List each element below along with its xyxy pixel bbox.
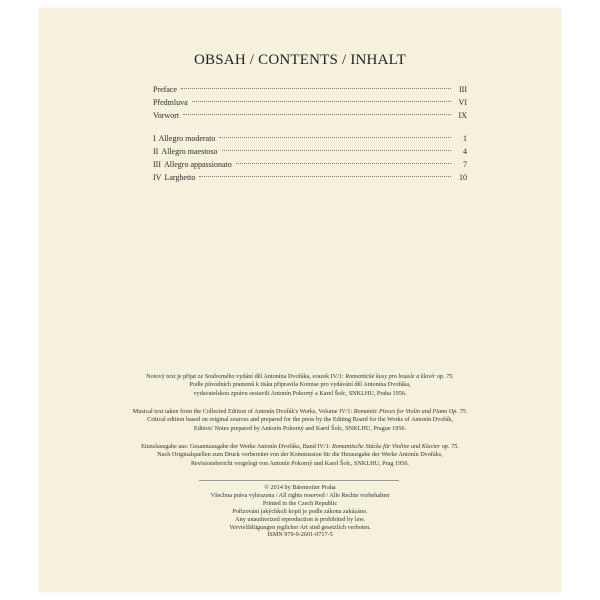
toc-entry-number: IV [153, 173, 162, 182]
toc-entry-number: II [153, 147, 159, 156]
document-page [39, 8, 561, 592]
dot-leader [199, 176, 451, 177]
toc-entry-page: 4 [463, 147, 467, 156]
toc-entry [153, 171, 467, 184]
dot-leader [183, 114, 451, 115]
copyright-line: Any unauthorized reproduction is prohibited by law. [235, 515, 365, 523]
copyright-line: © 2014 by Bärenreiter Praha [264, 484, 336, 491]
toc-entry-page: 1 [463, 134, 467, 143]
toc-entry-label: Allegro maestoso [161, 147, 218, 156]
copyright-line: Vervielfältigungen jeglicher Art sind gesetzlich verboten. [229, 523, 371, 531]
source-note-english [99, 408, 501, 433]
toc-entry-page: IX [458, 111, 467, 120]
note-line: Revisionsbericht vorgelegt von Antonín Pokorný und Karel Šolc, SNKLHU, Prag 1956. [191, 459, 409, 467]
toc-entry [153, 158, 467, 171]
toc-entry [153, 96, 467, 109]
dot-leader [219, 137, 451, 138]
source-note-german [99, 443, 501, 468]
toc-entry-label: Allegro appassionato [164, 160, 232, 169]
note-line: Podle původních pramenů k tisku připravila Komise pro vydávání děl Antonína Dvořáka, [189, 381, 411, 389]
toc-entry-label: Larghetto [164, 173, 196, 182]
note-line: Critical edition based on original sources and prepared for the press by the Editing Board for the Works of Antonín Dvořák, [147, 416, 453, 424]
toc-entry-number: III [153, 160, 161, 169]
note-line: Nach Originalquellen zum Druck vorbereitet von der Kommission für die Herausgabe der Werke Antonín Dvořáks, [157, 451, 443, 459]
toc-entry [153, 83, 467, 96]
divider [199, 480, 399, 481]
note-line [99, 373, 501, 381]
toc-entry-page: 10 [459, 173, 467, 182]
note-text: Einzelausgabe aus: Gesamtausgabe der Werke Antonín Dvořáks, Band IV/1: [141, 443, 332, 450]
note-line [99, 443, 501, 451]
toc-entry [153, 132, 467, 145]
dot-leader [236, 163, 451, 164]
page-title: OBSAH / CONTENTS / INHALT [194, 52, 406, 68]
note-work-title: Romantické kusy pro housle a klavír op. 75. [345, 373, 454, 380]
copyright-line: Všechna práva vyhrazena / All rights reserved / Alle Rechte vorbehalten [210, 491, 390, 499]
dot-leader [192, 101, 451, 102]
toc-entry-page: III [459, 85, 467, 94]
toc-entry-page: 7 [463, 160, 467, 169]
isbn-line: ISMN 979-0-2601-0717-5 [267, 531, 333, 539]
toc-entry-number: I [153, 134, 156, 143]
dot-leader [222, 150, 451, 151]
toc-entry [153, 109, 467, 122]
note-work-title: Romantische Stücke für Violine und Klavier op. 75. [331, 443, 459, 450]
note-line: Editors' Notes prepared by Antonín Pokorný and Karel Šolc, SNKLHU, Prague 1956. [193, 424, 407, 432]
note-text: Notový text je přijat ze Souborného vydání děl Antonína Dvořáka, svazek IV/1: [146, 373, 346, 380]
toc-entry [153, 145, 467, 158]
copyright-block [99, 484, 501, 539]
toc-prefaces [153, 83, 467, 122]
toc-entry-label: Allegro moderato [158, 134, 216, 143]
source-note-czech [99, 373, 501, 398]
toc-movements [153, 132, 467, 184]
note-line [99, 408, 501, 416]
toc-entry-label: Předmluva [153, 98, 188, 107]
copyright-line: Pořizování jakýchkoli kopií je podle zákona zakázáno. [232, 507, 368, 515]
toc-entry-page: VI [458, 98, 467, 107]
copyright-line: Printed in the Czech Republic [262, 499, 338, 507]
note-work-title: Romantic Pieces for Violin and Piano Op. 75. [353, 408, 468, 415]
dot-leader [181, 88, 451, 89]
note-text: Musical text taken from the Collected Edition of Antonín Dvořák's Works, Volume IV/1: [132, 408, 354, 415]
toc-entry-label: Preface [153, 85, 177, 94]
note-line: vydavatelskou zprávu sestavili Antonín Pokorný a Karel Šolc, SNKLHU, Praha 1956. [193, 389, 407, 397]
toc-entry-label: Vorwort [153, 111, 180, 120]
